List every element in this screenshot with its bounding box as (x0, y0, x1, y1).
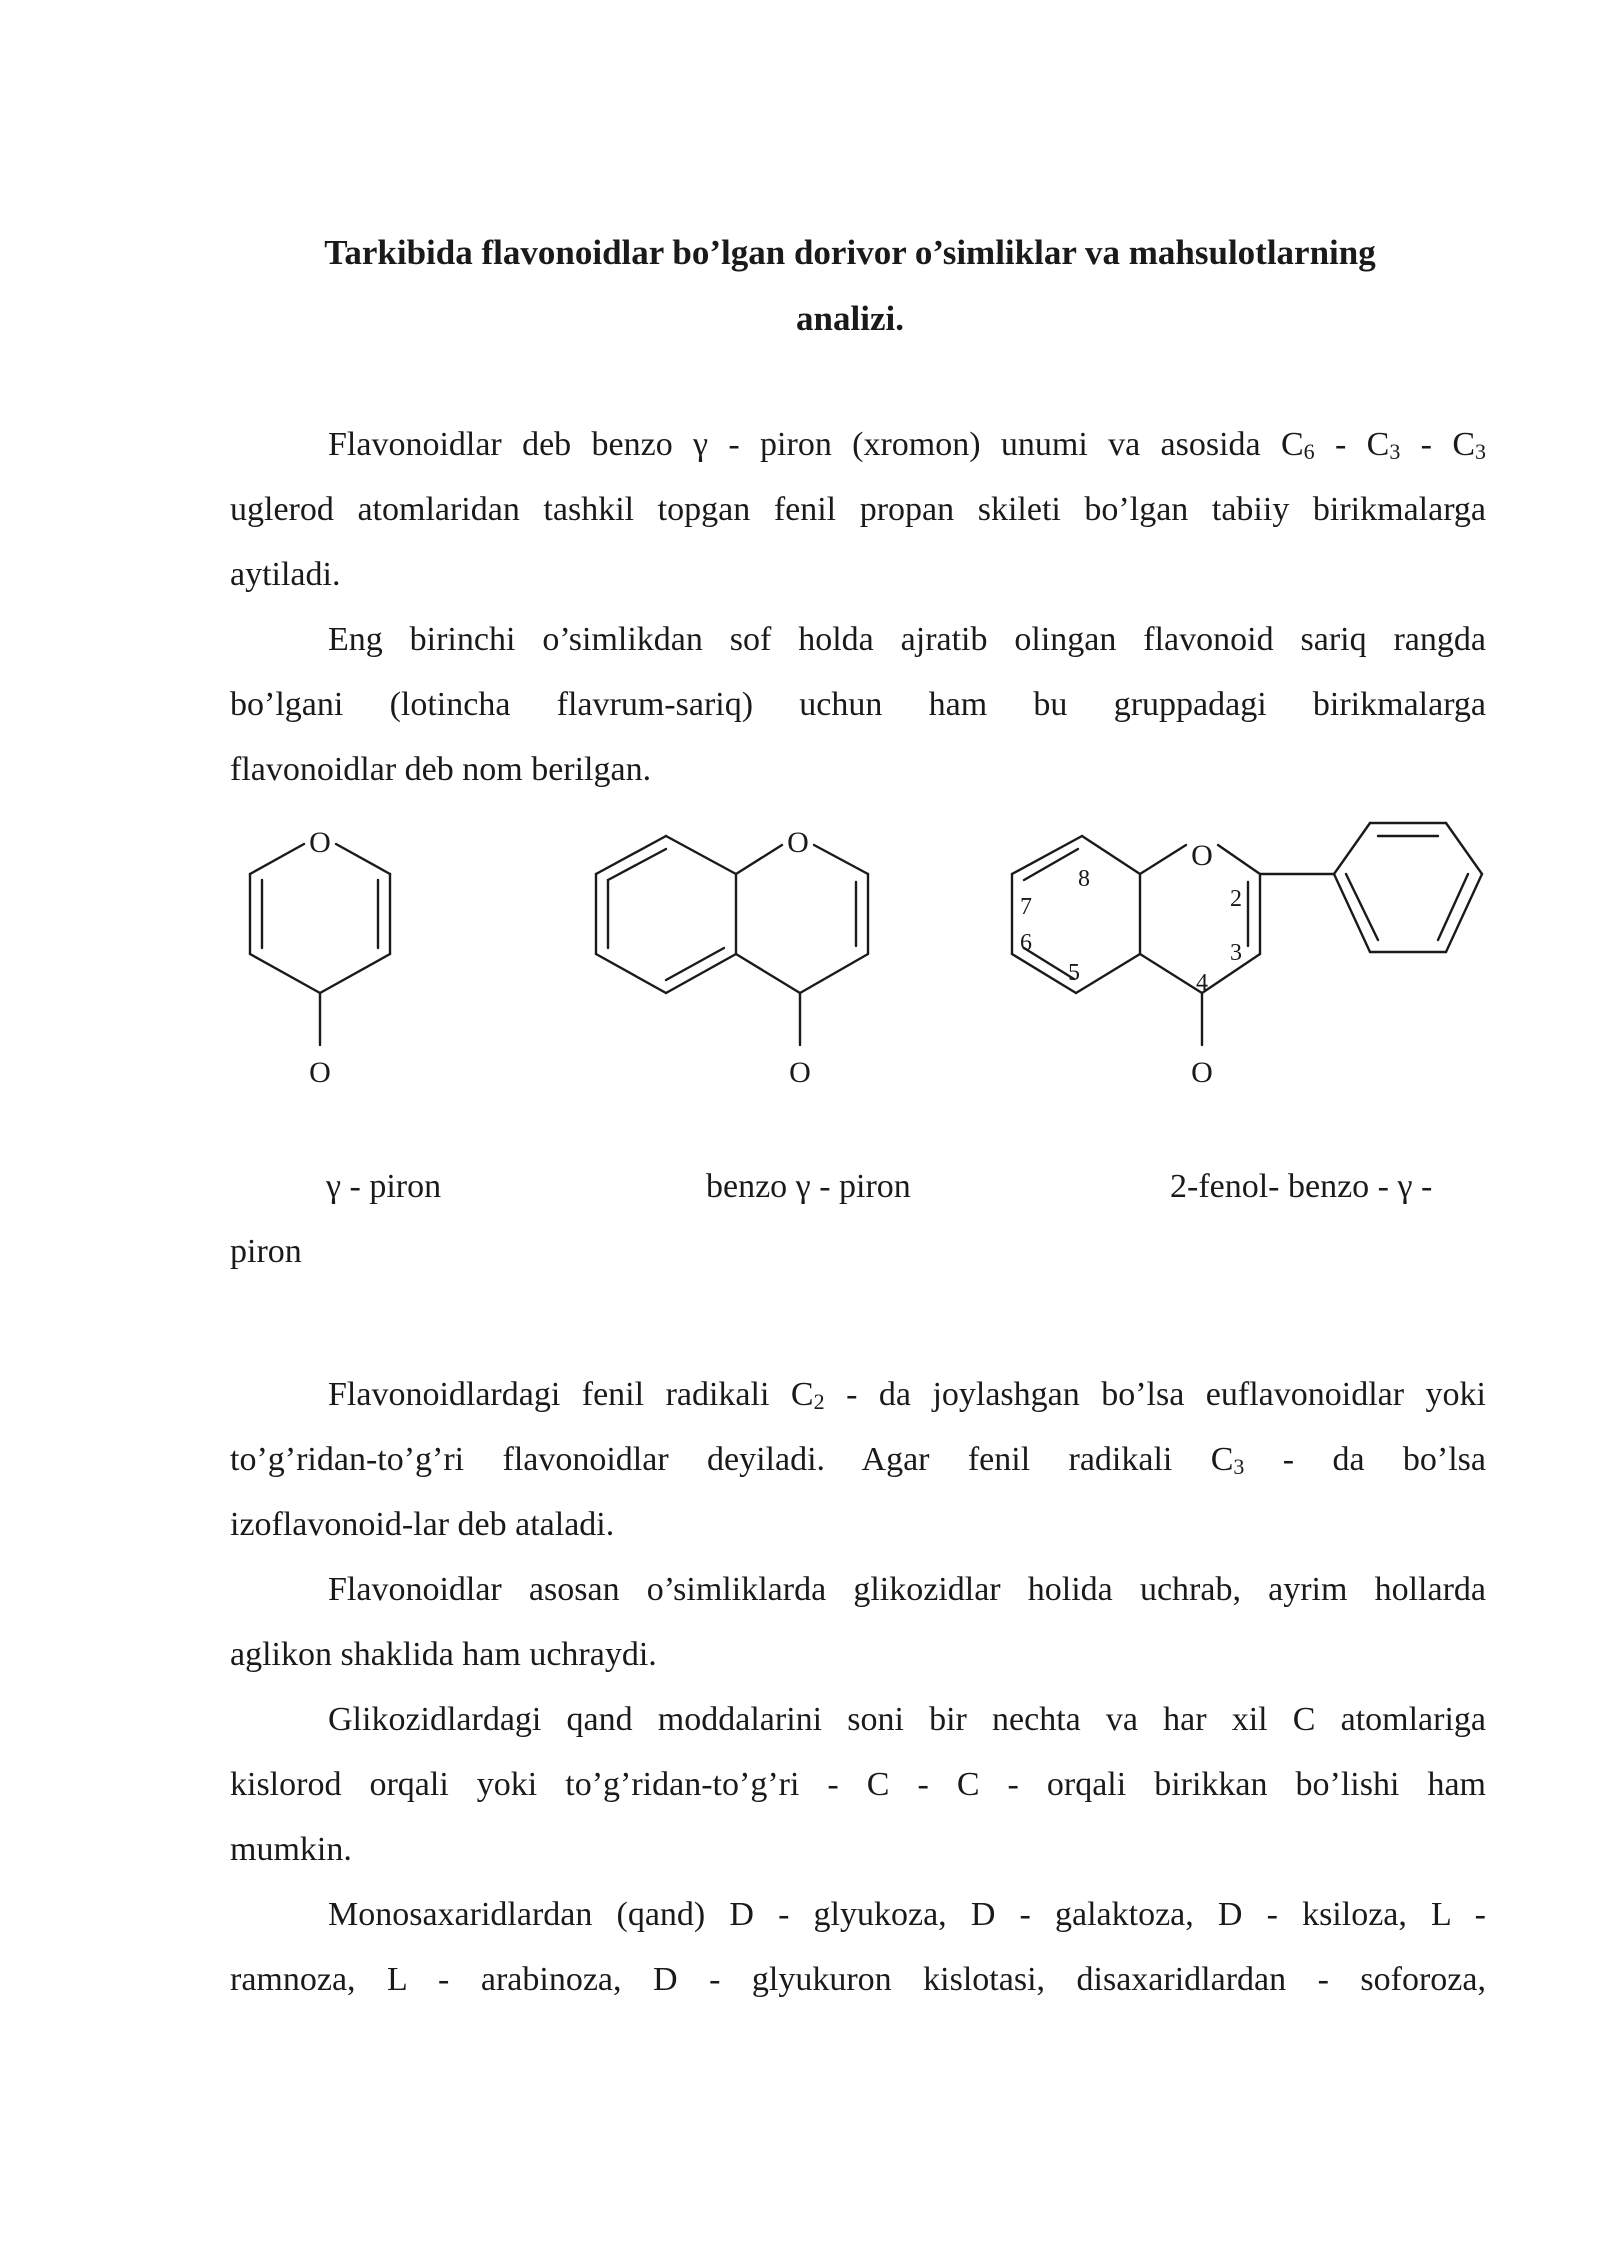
paragraph-line: kislorod orqali yoki to’g’ridan-to’g’ri - C - C - orqali birikkan bo’lishi ham (230, 1766, 1486, 1803)
paragraph-line: ramnoza, L - arabinoza, D - glyukuron kislotasi, disaxaridlardan - soforoza, (230, 1961, 1486, 1998)
oxygen-atom-label: O (787, 826, 809, 859)
paragraph-euflavonoids (230, 1362, 1486, 1557)
paragraph-line: Flavonoidlar deb benzo γ - piron (xromon) unumi va asosida $C_6 - C_3 - C_3$ (328, 426, 1486, 464)
ring-position-number: 2 (1230, 886, 1242, 912)
oxygen-atom-label: O (1191, 839, 1213, 872)
paragraph-sugars (230, 1687, 1486, 1882)
caption-flavone-wrap: piron (230, 1233, 302, 1270)
caption-flavone: 2-fenol- benzo - γ - (1170, 1168, 1433, 1205)
oxygen-atom-label: O (789, 1056, 811, 1089)
paragraph-line: mumkin. (230, 1831, 352, 1868)
paragraph-monosaccharides (230, 1882, 1486, 2012)
paragraph-line: Glikozidlardagi qand moddalarini soni bir nechta va har xil C atomlariga (328, 1701, 1486, 1738)
paragraph-line: Monosaxaridlardan (qand) D - glyukoza, D - galaktoza, D - ksiloza, L - (328, 1896, 1486, 1933)
ring-position-number: 4 (1196, 970, 1208, 996)
caption-benzo-gamma-pyrone: benzo γ - piron (706, 1168, 911, 1205)
title-line-2: analizi. (796, 299, 904, 338)
paragraph-line: aglikon shaklida ham uchraydi. (230, 1636, 657, 1673)
oxygen-atom-label: O (309, 826, 331, 859)
oxygen-atom-label: O (309, 1056, 331, 1089)
paragraph-glycosides (230, 1557, 1486, 1687)
paragraph-line: Flavonoidlar asosan o’simliklarda glikozidlar holida uchrab, ayrim hollarda (328, 1571, 1486, 1608)
structure-benzo-gamma-pyrone (596, 836, 868, 1045)
paragraph-line: aytiladi. (230, 556, 341, 593)
ring-position-number: 3 (1230, 940, 1242, 966)
ring-position-number: 5 (1068, 960, 1080, 986)
title-line-1: Tarkibida flavonoidlar bo’lgan dorivor o’simliklar va mahsulotlarning (324, 233, 1376, 272)
paragraph-line: Flavonoidlardagi fenil radikali $C_2$ - da joylashgan bo’lsa euflavonoidlar yoki (328, 1376, 1486, 1414)
paragraph-line: izoflavonoid-lar deb ataladi. (230, 1506, 615, 1543)
structure-gamma-pyrone (250, 844, 390, 1045)
paragraph-line: uglerod atomlaridan tashkil topgan fenil propan skileti bo’lgan tabiiy birikmalarga (230, 491, 1486, 528)
paragraph-line: Eng birinchi o’simlikdan sof holda ajratib olingan flavonoid sariq rangda (328, 621, 1486, 658)
ring-position-number: 8 (1078, 866, 1090, 892)
paragraph-line: flavonoidlar deb nom berilgan. (230, 751, 652, 788)
structure-flavone (1012, 823, 1482, 1045)
oxygen-atom-label: O (1191, 1056, 1213, 1089)
ring-position-number: 7 (1020, 894, 1032, 920)
caption-gamma-pyrone: γ - piron (326, 1168, 442, 1205)
paragraph-line: bo’lgani (lotincha flavrum-sariq) uchun ham bu gruppadagi birikmalarga (230, 686, 1486, 723)
paragraph-line: to’g’ridan-to’g’ri flavonoidlar deyiladi. Agar fenil radikali $C_3$ - da bo’lsa (230, 1441, 1486, 1479)
ring-position-number: 6 (1020, 930, 1032, 956)
